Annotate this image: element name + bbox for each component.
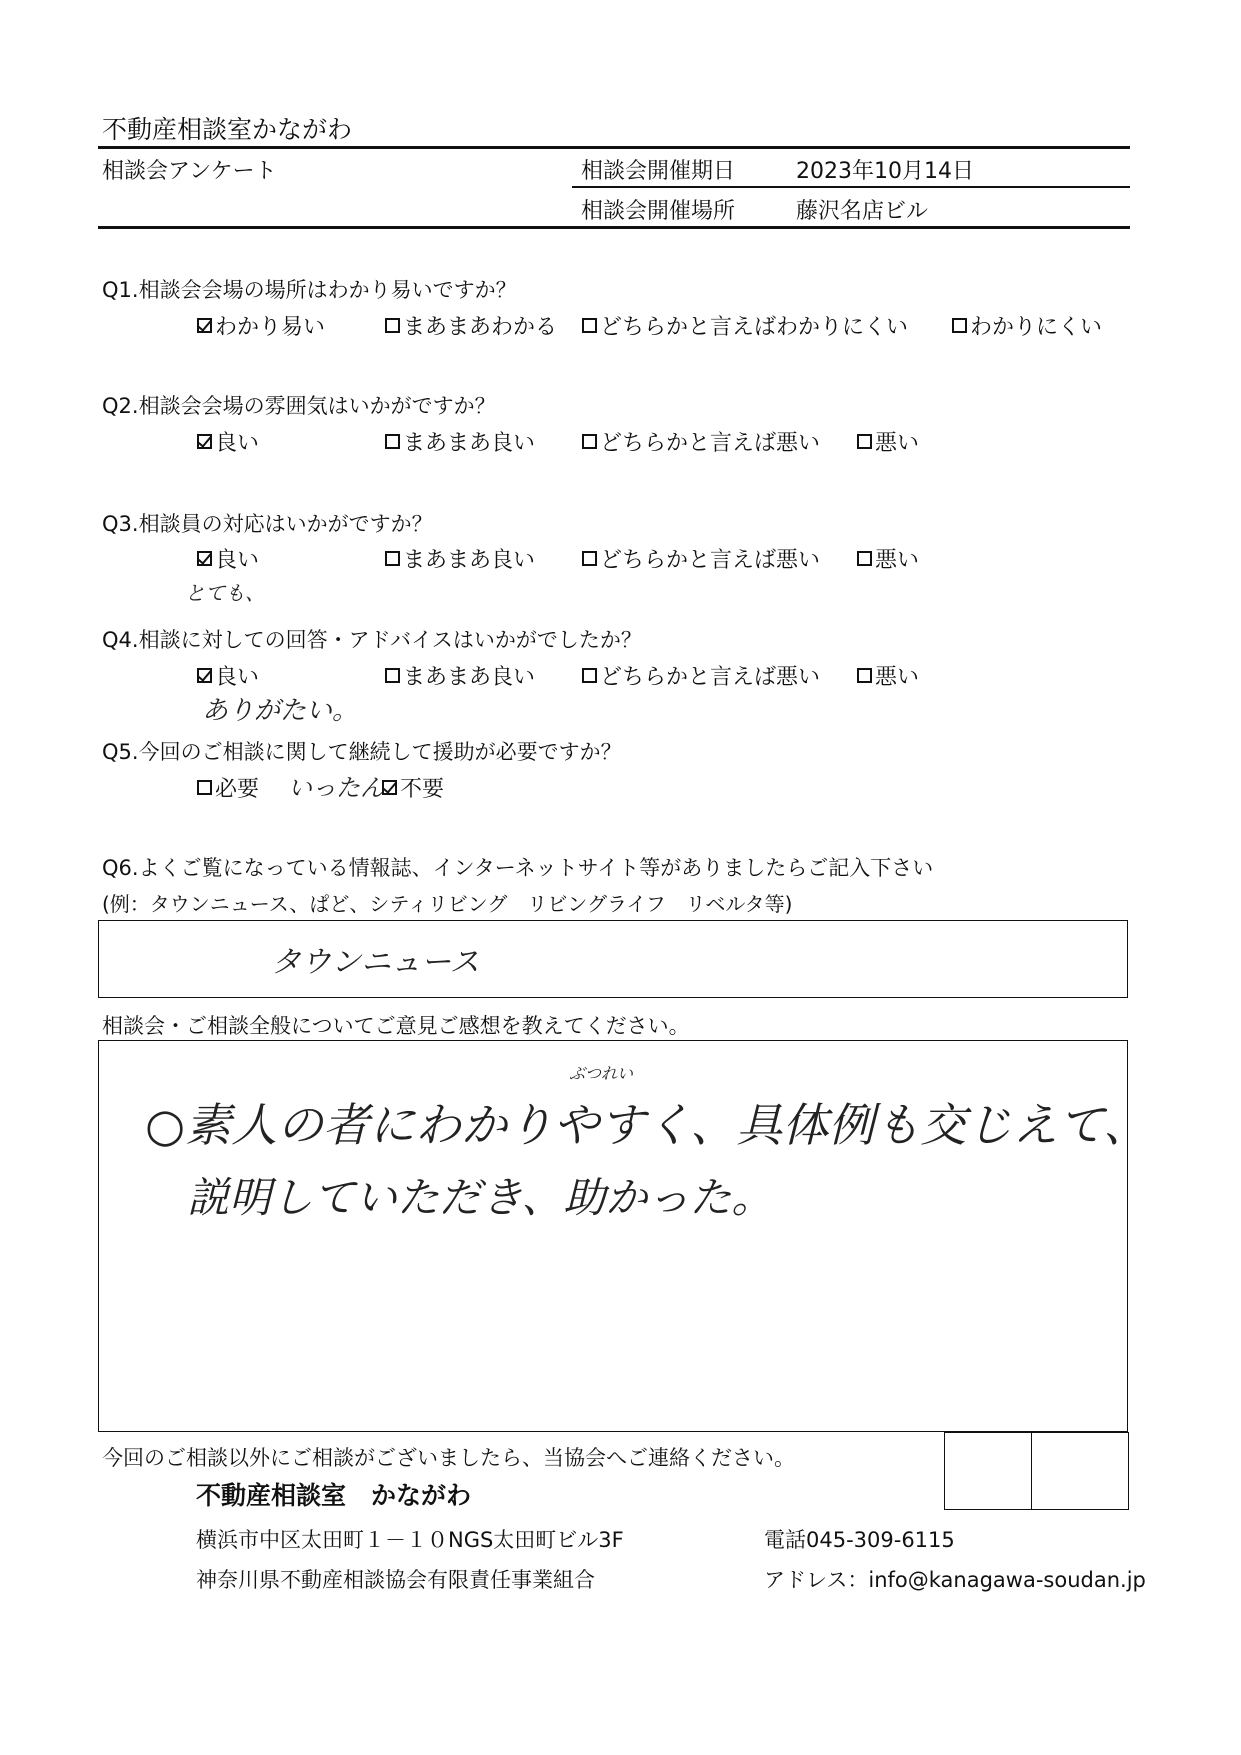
q4-option-1[interactable]: 良い [197,660,259,691]
stamp-box-left [944,1432,1032,1510]
q4-option-4[interactable]: 悪い [857,660,919,691]
footer-org-name: 不動産相談室 かながわ [196,1481,472,1510]
checkbox-icon[interactable] [582,434,597,449]
checkbox-icon[interactable] [197,668,212,683]
checkbox-icon[interactable] [952,318,967,333]
comments-box[interactable] [98,1040,1150,1432]
q4-option-2[interactable]: まあまあ良い [385,660,535,691]
place-value: 藤沢名店ビル [796,199,929,224]
date-label: 相談会開催期日 [581,159,736,184]
header-mid-rule [572,186,1130,188]
q5-title: Q5.今回のご相談に関して継続して援助が必要ですか？ [102,740,622,764]
header-bottom-rule [98,226,1130,229]
q6-example: (例：タウンニュース、ぱど、シティリビング リビングライフ リベルタ等) [102,892,793,916]
q3-option-1[interactable]: 良い [197,543,259,574]
q5-handwritten-note: いったん [288,774,384,802]
q4-handwritten-note: ありがたい。 [202,696,359,726]
footer-notice: 今回のご相談以外にご相談がございましたら、当協会へご連絡ください。 [102,1446,795,1470]
q1-option-3[interactable]: どちらかと言えばわかりにくい [582,310,908,341]
q4-option-3[interactable]: どちらかと言えば悪い [582,660,820,691]
checkbox-icon[interactable] [382,780,397,795]
q1-options [197,310,1117,342]
comments-line-2: 説明していただき、助かった。 [187,1173,774,1222]
q3-option-2[interactable]: まあまあ良い [385,543,535,574]
place-label: 相談会開催場所 [581,199,736,224]
q3-option-3[interactable]: どちらかと言えば悪い [582,543,820,574]
q3-option-4[interactable]: 悪い [857,543,919,574]
checkbox-icon[interactable] [857,668,872,683]
q5-option-1[interactable]: 必要 [197,772,259,803]
checkbox-icon[interactable] [582,668,597,683]
footer-email: アドレス：info@kanagawa-soudan.jp [764,1568,1146,1592]
q3-handwritten-note: とても、 [185,581,265,605]
q3-title: Q3.相談員の対応はいかがですか？ [102,512,433,536]
q2-option-2[interactable]: まあまあ良い [385,426,535,457]
q6-answer-box[interactable] [98,920,1128,998]
footer-address: 横浜市中区太田町１－１０NGS太田町ビル3F [196,1528,624,1552]
q1-title: Q1.相談会会場の場所はわかり易いですか？ [102,278,517,302]
q2-option-1[interactable]: 良い [197,426,259,457]
checkbox-icon[interactable] [385,551,400,566]
q4-title: Q4.相談に対しての回答・アドバイスはいかがでしたか？ [102,628,642,652]
checkbox-icon[interactable] [197,434,212,449]
q1-option-4[interactable]: わかりにくい [952,310,1102,341]
comments-ruby: ぶつれい [569,1064,634,1083]
form-title: 相談会アンケート [102,159,277,184]
q2-options [197,426,997,458]
org-title: 不動産相談室かながわ [102,115,353,144]
checkbox-icon[interactable] [385,668,400,683]
q3-options [197,543,997,575]
q2-title: Q2.相談会会場の雰囲気はいかがですか？ [102,394,496,418]
q1-option-2[interactable]: まあまあわかる [385,310,557,341]
date-value: 2023年10月14日 [796,159,974,184]
footer-phone: 電話045-309-6115 [764,1528,955,1552]
q6-answer: タウンニュース [271,945,480,980]
q6-title: Q6.よくご覧になっている情報誌、インターネットサイト等がありましたらご記入下さい [102,856,934,880]
checkbox-icon[interactable] [582,318,597,333]
checkbox-icon[interactable] [857,551,872,566]
footer-association: 神奈川県不動産相談協会有限責任事業組合 [196,1568,595,1592]
checkbox-icon[interactable] [582,551,597,566]
checkbox-icon[interactable] [385,318,400,333]
checkbox-icon[interactable] [385,434,400,449]
checkbox-icon[interactable] [197,318,212,333]
checkbox-icon[interactable] [857,434,872,449]
q4-options [197,660,997,692]
q2-option-3[interactable]: どちらかと言えば悪い [582,426,820,457]
stamp-box-right [1031,1432,1129,1510]
q2-option-4[interactable]: 悪い [857,426,919,457]
q1-option-1[interactable]: わかり易い [197,310,325,341]
checkbox-icon[interactable] [197,551,212,566]
q5-option-2[interactable]: 不要 [382,772,444,803]
header-top-rule [98,146,1130,149]
comments-line-1: ○素人の者にわかりやすく、具体例も交じえて、 [145,1098,1150,1152]
checkbox-icon[interactable] [197,780,212,795]
comments-label: 相談会・ご相談全般についてご意見ご感想を教えてください。 [102,1014,690,1038]
